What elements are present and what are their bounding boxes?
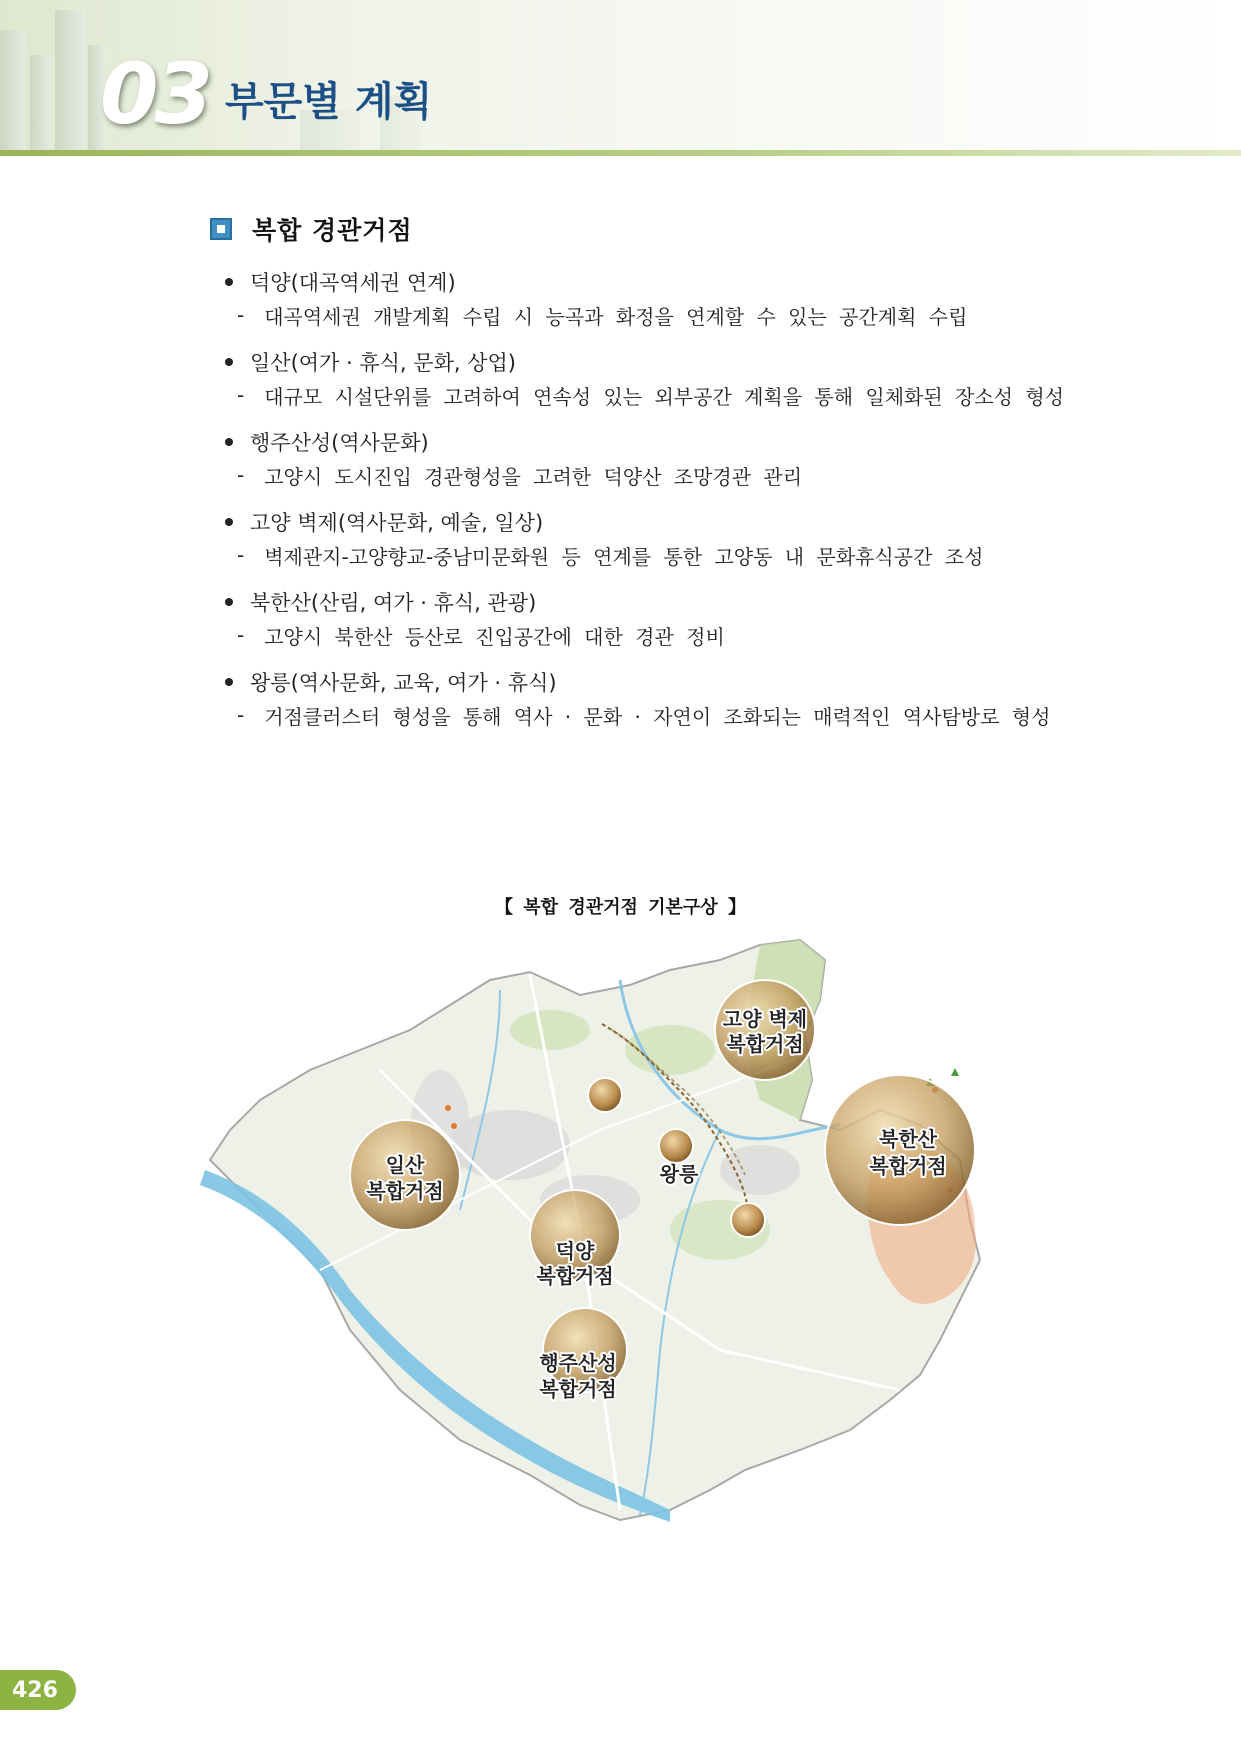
- place-marker: [445, 1105, 451, 1111]
- item-detail: 벽제관지-고양향교-중남미문화원 등 연계를 통한 고양동 내 문화휴식공간 조성: [264, 544, 984, 569]
- section-heading: [210, 211, 413, 247]
- item-detail: 고양시 도시진입 경관형성을 고려한 덕양산 조망경관 관리: [264, 464, 803, 489]
- hub-label: 북한산: [879, 1127, 937, 1151]
- header-rule: [0, 150, 1241, 156]
- dash-icon: -: [237, 543, 245, 567]
- chapter-header: [0, 0, 1241, 160]
- bullet-icon: [225, 438, 233, 446]
- hub-circle: [588, 1078, 622, 1112]
- hub-label: 복합거점: [539, 1377, 617, 1401]
- hub-label: 복합거점: [366, 1179, 444, 1203]
- building-graphic: [30, 55, 52, 150]
- list-item: [225, 665, 1125, 731]
- list-item: [225, 505, 1125, 571]
- item-detail: 거점클러스터 형성을 통해 역사 · 문화 · 자연이 조화되는 매력적인 역사탐방로 형성: [264, 704, 1051, 729]
- hub-deogyang: [530, 1190, 620, 1288]
- figure-caption: 【 복합 경관거점 기본구상 】: [495, 897, 746, 918]
- chapter-number: 03: [100, 45, 209, 143]
- hub-label: 고양 벽제: [722, 1007, 808, 1031]
- item-detail: 대규모 시설단위를 고려하여 연속성 있는 외부공간 계획을 통해 일체화된 장소성 형성: [264, 384, 1064, 409]
- item-title: 고양 벽제(역사문화, 예술, 일상): [250, 511, 544, 535]
- section-heading-text: 복합 경관거점: [252, 216, 413, 245]
- place-marker: [451, 1123, 457, 1129]
- item-detail: 고양시 북한산 등산로 진입공간에 대한 경관 정비: [264, 624, 725, 649]
- hub-label: 복합거점: [536, 1264, 614, 1288]
- dash-icon: -: [237, 383, 245, 407]
- dash-icon: -: [237, 463, 245, 487]
- bullet-icon: [225, 358, 233, 366]
- mountain-icon: [951, 1068, 959, 1076]
- item-title: 일산(여가 · 휴식, 문화, 상업): [250, 351, 516, 375]
- item-detail: 대곡역세권 개발계획 수립 시 능곡과 화정을 연계할 수 있는 공간계획 수립: [264, 304, 968, 329]
- urban-area: [720, 1145, 800, 1195]
- item-title: 왕릉(역사문화, 교육, 여가 · 휴식): [250, 671, 557, 695]
- hub-label: 덕양: [555, 1239, 595, 1263]
- bullet-icon: [225, 518, 233, 526]
- hub-haengju: [539, 1308, 627, 1401]
- building-graphic: [0, 30, 26, 150]
- bullet-icon: [225, 278, 233, 286]
- hub-circle: [659, 1129, 693, 1163]
- hub-ilsan: [350, 1120, 460, 1230]
- item-title: 북한산(산림, 여가 · 휴식, 관광): [250, 591, 537, 615]
- hub-list: [225, 265, 1125, 745]
- square-bullet-icon: [210, 218, 232, 240]
- hub-label: 행주산성: [539, 1351, 617, 1375]
- dash-icon: -: [237, 623, 245, 647]
- hub-label: 일산: [385, 1153, 425, 1177]
- list-item: [225, 345, 1125, 411]
- hub-byeokje: [715, 980, 815, 1080]
- bullet-icon: [225, 678, 233, 686]
- list-item: [225, 425, 1125, 491]
- hub-label: 왕릉: [659, 1162, 699, 1186]
- item-title: 덕양(대곡역세권 연계): [250, 271, 456, 295]
- forest-area: [510, 1010, 590, 1050]
- bullet-icon: [225, 598, 233, 606]
- list-item: [225, 265, 1125, 331]
- dash-icon: -: [237, 703, 245, 727]
- item-title: 행주산성(역사문화): [250, 431, 429, 455]
- hub-map: [200, 930, 1100, 1550]
- list-item: [225, 585, 1125, 651]
- chapter-title: 부문별 계획: [225, 79, 433, 125]
- building-graphic: [55, 10, 85, 150]
- hub-bukhansan: [825, 1075, 975, 1225]
- hub-circle: [731, 1203, 765, 1237]
- hub-label: 복합거점: [726, 1032, 804, 1056]
- dash-icon: -: [237, 303, 245, 327]
- page-number: 426: [0, 1670, 76, 1710]
- hub-label: 복합거점: [869, 1154, 947, 1178]
